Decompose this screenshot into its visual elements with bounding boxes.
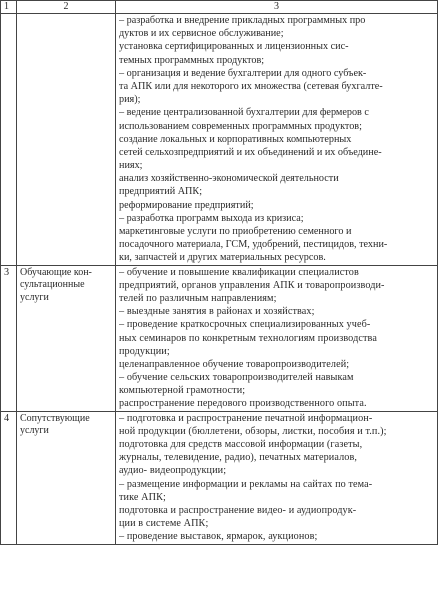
header-col-1: 1	[1, 1, 17, 14]
description-line: продукции;	[119, 345, 170, 357]
description-line: подготовка и распространение видео- и аудиопродук-	[119, 504, 357, 516]
description-line: маркетинговые услуги по приобретению семенного и	[119, 226, 352, 237]
description-line: – разработка программ выхода из кризиса;	[119, 212, 304, 224]
description-line: ниях;	[119, 160, 143, 172]
description-line: использованием современных программных продуктов;	[119, 120, 362, 132]
description-line: сетей сельхозпредприятий и их объединений и их объедине-	[119, 146, 382, 158]
description-line: создание локальных и корпоративных компьютерных	[119, 133, 352, 145]
description-line: темных программных продуктов;	[119, 54, 265, 66]
table-header-row	[1, 1, 438, 14]
description-line: ной продукции (бюллетени, обзоры, листки, пособия и т.п.);	[119, 425, 387, 437]
description-line: предприятий АПК;	[119, 186, 203, 198]
row-number: 3	[1, 265, 17, 411]
description-line: – разработка и внедрение прикладных программных про	[119, 15, 366, 26]
service-name-line: услуги	[20, 291, 49, 303]
service-name-line: сультационные	[20, 279, 85, 291]
description-line: – выездные занятия в районах и хозяйствах;	[119, 306, 315, 318]
row-number	[1, 14, 17, 266]
description-line: – организация и ведение бухгалтерии для одного субъек-	[119, 67, 367, 79]
table-row	[1, 14, 438, 266]
service-name	[17, 411, 116, 544]
description-line: – обучение сельских товаропроизводителей навыкам	[119, 372, 354, 384]
description-line: ции в системе АПК;	[119, 518, 209, 530]
service-name-line: услуги	[20, 425, 49, 437]
header-col-2: 2	[17, 1, 116, 14]
description-line: журналы, телевидение, радио), печатных материалов,	[119, 452, 357, 464]
description-line: посадочного материала, ГСМ, удобрений, пестицидов, техни-	[119, 239, 388, 251]
description-line: рия);	[119, 94, 141, 106]
description-line: – размещение информации и рекламы на сайтах по тема-	[119, 478, 373, 490]
description-line: – обучение и повышение квалификации специалистов	[119, 266, 359, 278]
description-line: аудио- видеопродукции;	[119, 465, 227, 477]
description-line: подготовка для средств массовой информации (газеты,	[119, 439, 363, 450]
description-line: компьютерной грамотности;	[119, 385, 246, 397]
description-line: – проведение выставок, ярмарок, аукционов;	[119, 531, 318, 543]
description-line: та АПК или для некоторого их множества (сетевая бухгалте-	[119, 80, 383, 92]
service-name-line: Обучающие кон-	[20, 266, 92, 278]
service-name	[17, 14, 116, 266]
row-number: 4	[1, 411, 17, 544]
description-line: установка сертифицированных и лицензионных сис-	[119, 41, 349, 53]
description-line: тике АПК;	[119, 491, 166, 503]
service-description	[116, 14, 438, 266]
description-line: ки, запчастей и других материальных ресурсов.	[119, 252, 326, 264]
table-row	[1, 265, 438, 411]
description-line: телей по различным направлениям;	[119, 292, 277, 304]
service-name	[17, 265, 116, 411]
description-line: предприятий, органов управления АПК и товаропроизводи-	[119, 279, 385, 291]
description-line: реформирование предприятий;	[119, 199, 254, 211]
table-row	[1, 411, 438, 544]
service-description	[116, 411, 438, 544]
description-line: дуктов и их сервисное обслуживание;	[119, 28, 284, 40]
description-line: – ведение централизованной бухгалтерии для фермеров с	[119, 107, 369, 119]
description-line: – подготовка и распространение печатной информацион-	[119, 412, 373, 424]
description-line: – проведение краткосрочных специализированных учеб-	[119, 319, 371, 331]
description-line: ных семинаров по конкретным технологиям производства	[119, 332, 377, 344]
description-line: целенаправленное обучение товаропроизводителей;	[119, 358, 350, 370]
service-description	[116, 265, 438, 411]
service-name-line: Сопутствующие	[20, 412, 90, 424]
description-line: распространение передового производственного опыта.	[119, 398, 367, 410]
description-line: анализ хозяйственно-экономической деятельности	[119, 173, 339, 185]
header-col-3: 3	[116, 1, 438, 14]
